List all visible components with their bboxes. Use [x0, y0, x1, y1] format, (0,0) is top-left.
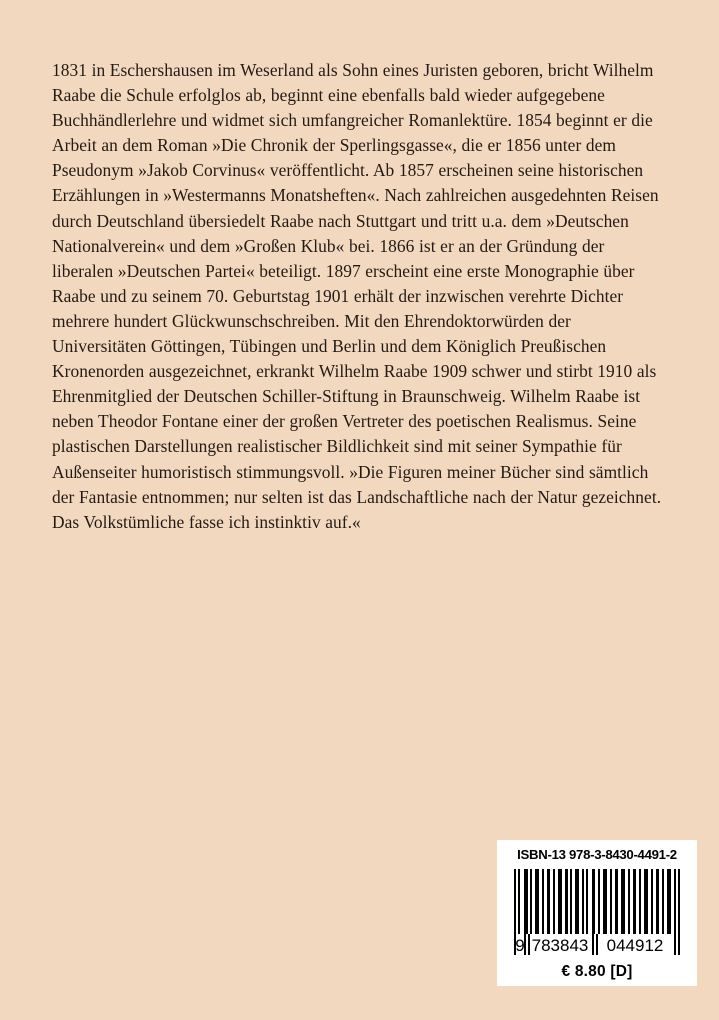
- ean13-barcode-icon: [508, 869, 686, 935]
- barcode-panel: [497, 840, 697, 986]
- svg-text:783843: 783843: [531, 936, 589, 955]
- blurb-text: 1831 in Eschershausen im Weserland als Sohn eines Juristen geboren, bricht Wilhelm Raabe die Schule erfolglos ab, beginnt eine ebenfalls bald wieder aufgegebene Buchhändlerlehre und widmet sich umfangreicher Romanlektüre. 1854 beginnt er die Arbeit an dem Roman »Die Chronik der Sperlingsgasse«, die er 1856 unter dem Pseudonym »Jakob Corvinus« veröffentlicht. Ab 1857 erscheinen seine historischen Erzählungen in »Westermanns Monatsheften«. Nach zahlreichen ausgedehnten Reisen durch Deutschland übersiedelt Raabe nach Stuttgart und tritt u.a. dem »Deutschen Nationalverein« und dem »Großen Klub« bei. 1866 ist er an der Gründung der liberalen »Deutschen Partei« beteiligt. 1897 erscheint eine erste Monographie über Raabe und zu seinem 70. Geburtstag 1901 erhält der inzwischen verehrte Dichter mehrere hundert Glückwunschschreiben. Mit den Ehrendoktorwürden der Universitäten Göttingen, Tübingen und Berlin und dem Königlich Preußischen Kronenorden ausgezeichnet, erkrankt Wilhelm Raabe 1909 schwer und stirbt 1910 als Ehrenmitglied der Deutschen Schiller-Stiftung in Braunschweig. Wilhelm Raabe ist neben Theodor Fontane einer der großen Vertreter des poetischen Realismus. Seine plastischen Darstellungen realistischer Bildlichkeit sind mit seiner Sympathie für Außenseiter humoristisch stimmungsvoll. »Die Figuren meiner Bücher sind sämtlich der Fantasie entnommen; nur selten ist das Landschaftliche nach der Natur gezeichnet. Das Volkstümliche fasse ich instinktiv auf.«: [52, 60, 666, 532]
- svg-text:044912: 044912: [606, 936, 664, 955]
- price-label: € 8.80 [D]: [561, 963, 633, 980]
- isbn-label: ISBN-13 978-3-8430-4491-2: [517, 847, 677, 862]
- svg-text:9: 9: [515, 936, 525, 955]
- ean13-digits: [508, 934, 686, 955]
